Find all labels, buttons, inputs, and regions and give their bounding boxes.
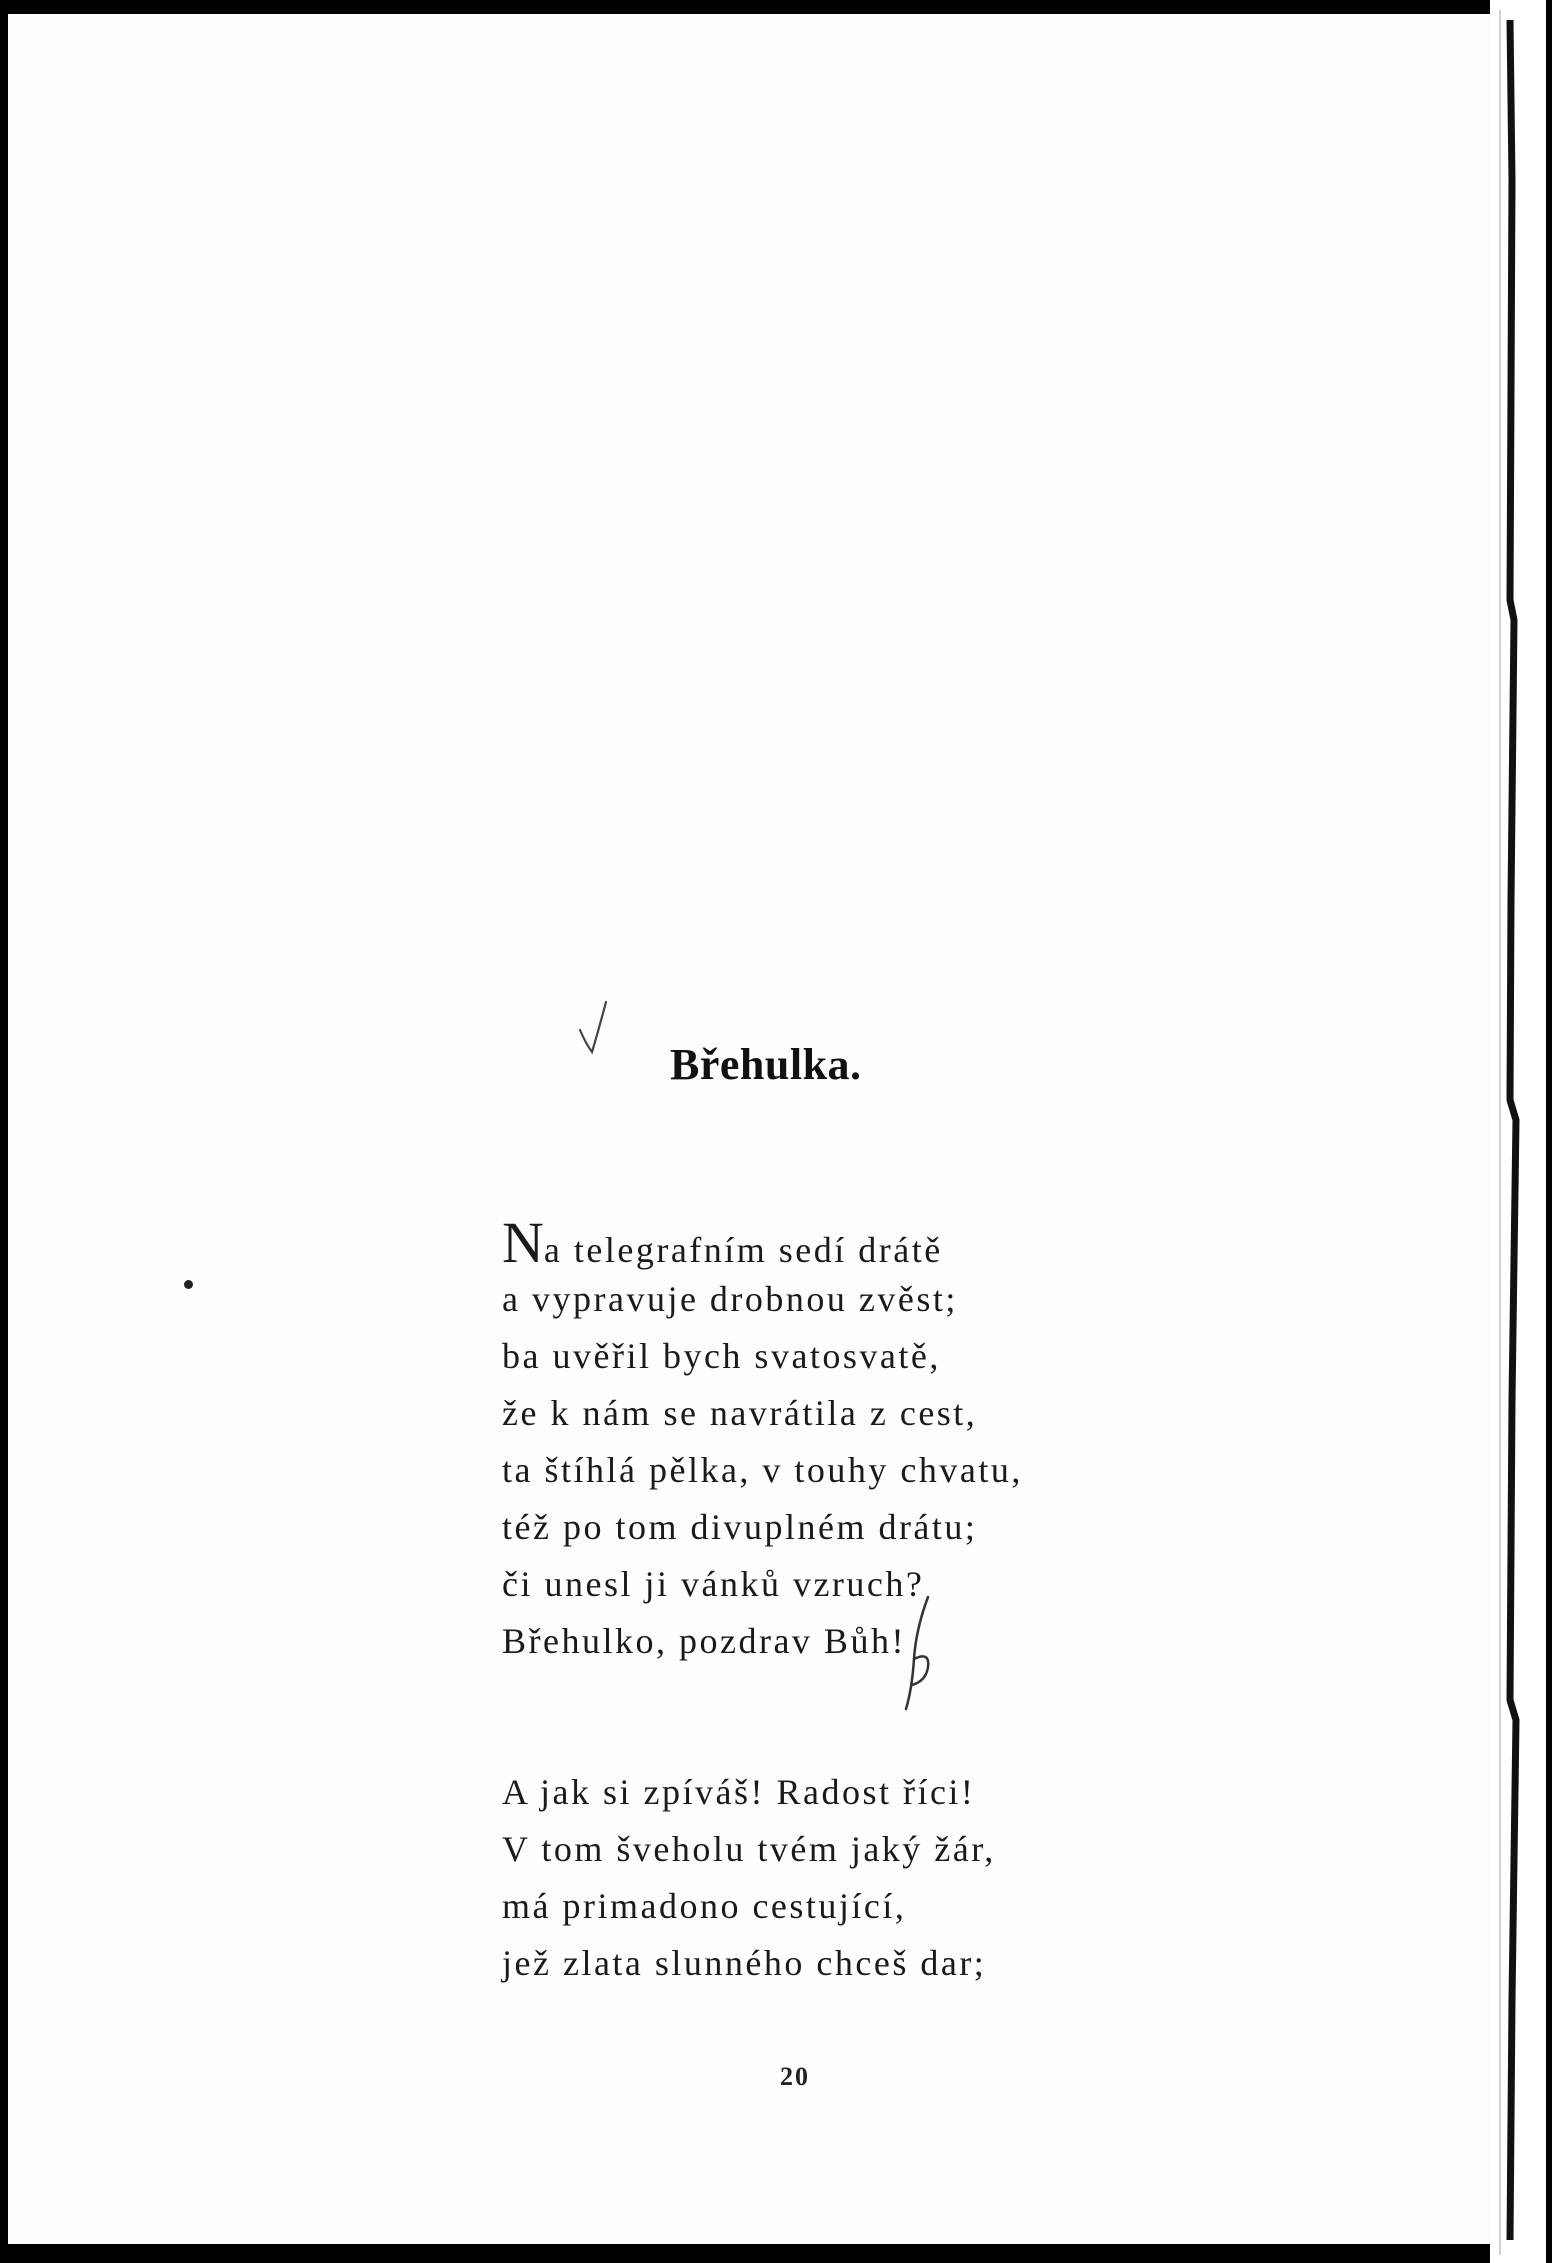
poem-line: má primadono cestující, [502, 1886, 907, 1926]
page-number: 20 [780, 2062, 810, 2091]
poem-line [502, 1210, 1023, 1275]
poem-line: A jak si zpíváš! Radost říci! [502, 1772, 976, 1812]
poem-title: Břehulka. [670, 1040, 862, 1089]
poem-line: ba uvěřil bych svatosvatě, [502, 1336, 941, 1376]
stanza-2 [502, 1764, 996, 1992]
pencil-correction-mark-icon [888, 1589, 948, 1719]
drop-cap: N [502, 1210, 544, 1275]
poem-line: též po tom divuplném drátu; [502, 1507, 978, 1547]
poem-line: a vypravuje drobnou zvěst; [502, 1279, 958, 1319]
poem-line: Břehulko, pozdrav Bůh! [502, 1621, 906, 1661]
poem-line: V tom šveholu tvém jaký žár, [502, 1829, 996, 1869]
poem-line: že k nám se navrátila z cest, [502, 1393, 978, 1433]
poem-line: jež zlata slunného chceš dar; [502, 1943, 987, 1983]
poem-line-text: a telegrafním sedí drátě [543, 1230, 943, 1270]
book-page [8, 14, 1508, 2244]
poem-line: či unesl ji vánků vzruch? [502, 1564, 925, 1604]
poem-line: ta štíhlá pělka, v touhy chvatu, [502, 1450, 1023, 1490]
stray-ink-dot [184, 1280, 193, 1289]
page-binding-edge [1490, 0, 1552, 2263]
pencil-checkmark-icon [576, 992, 626, 1062]
